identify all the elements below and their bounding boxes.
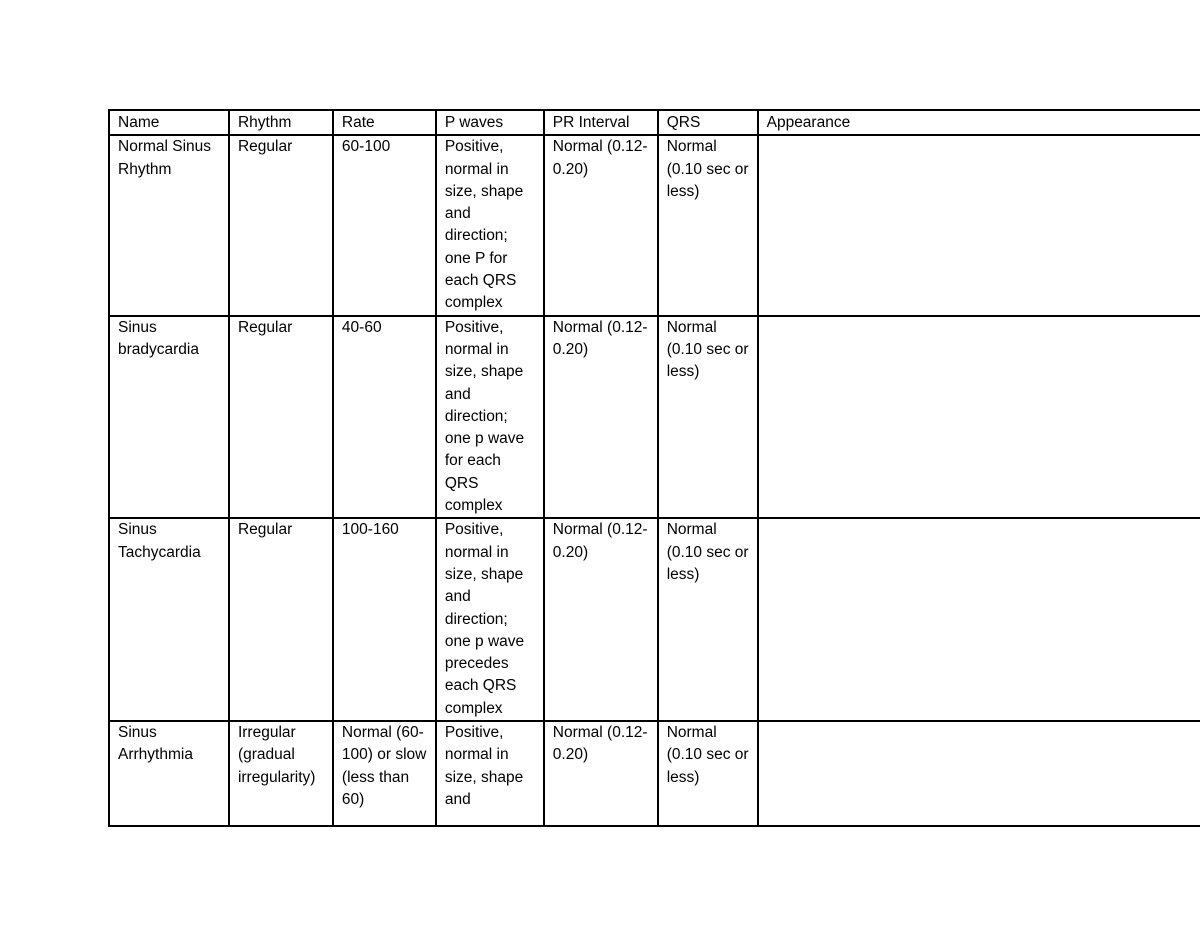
cell-p-waves: Positive, normal in size, shape and direction; one p wave precedes each QRS complex <box>436 518 544 721</box>
header-qrs: QRS <box>658 110 758 135</box>
cell-rhythm: Irregular (gradual irregularity) <box>229 721 333 826</box>
cell-pr-interval: Normal (0.12-0.20) <box>544 316 658 519</box>
cell-pr-interval: Normal (0.12-0.20) <box>544 721 658 826</box>
cell-name: Sinus Arrhythmia <box>109 721 229 826</box>
table-header-row <box>109 110 1200 135</box>
cell-rhythm: Regular <box>229 316 333 519</box>
cell-appearance <box>758 721 1200 826</box>
cell-appearance <box>758 518 1200 721</box>
cell-rate: 60-100 <box>333 135 436 315</box>
cell-name: Sinus Tachycardia <box>109 518 229 721</box>
cell-rate: 100-160 <box>333 518 436 721</box>
header-rate: Rate <box>333 110 436 135</box>
table-row <box>109 518 1200 721</box>
cell-qrs: Normal (0.10 sec or less) <box>658 518 758 721</box>
cell-qrs: Normal (0.10 sec or less) <box>658 135 758 315</box>
table-row <box>109 135 1200 315</box>
cell-rhythm: Regular <box>229 135 333 315</box>
cell-appearance <box>758 316 1200 519</box>
cell-p-waves: Positive, normal in size, shape and <box>436 721 544 826</box>
header-p-waves: P waves <box>436 110 544 135</box>
header-name: Name <box>109 110 229 135</box>
cell-name: Normal Sinus Rhythm <box>109 135 229 315</box>
cell-name: Sinus bradycardia <box>109 316 229 519</box>
cell-appearance <box>758 135 1200 315</box>
cell-rhythm: Regular <box>229 518 333 721</box>
header-rhythm: Rhythm <box>229 110 333 135</box>
table-row <box>109 721 1200 826</box>
cell-p-waves: Positive, normal in size, shape and direction; one P for each QRS complex <box>436 135 544 315</box>
cell-qrs: Normal (0.10 sec or less) <box>658 316 758 519</box>
rhythm-table <box>108 109 1200 827</box>
table-row <box>109 316 1200 519</box>
cell-rate: Normal (60-100) or slow (less than 60) <box>333 721 436 826</box>
header-pr-interval: PR Interval <box>544 110 658 135</box>
cell-pr-interval: Normal (0.12-0.20) <box>544 135 658 315</box>
cell-qrs: Normal (0.10 sec or less) <box>658 721 758 826</box>
cell-p-waves: Positive, normal in size, shape and direction; one p wave for each QRS complex <box>436 316 544 519</box>
header-appearance: Appearance <box>758 110 1200 135</box>
cell-pr-interval: Normal (0.12-0.20) <box>544 518 658 721</box>
cell-rate: 40-60 <box>333 316 436 519</box>
